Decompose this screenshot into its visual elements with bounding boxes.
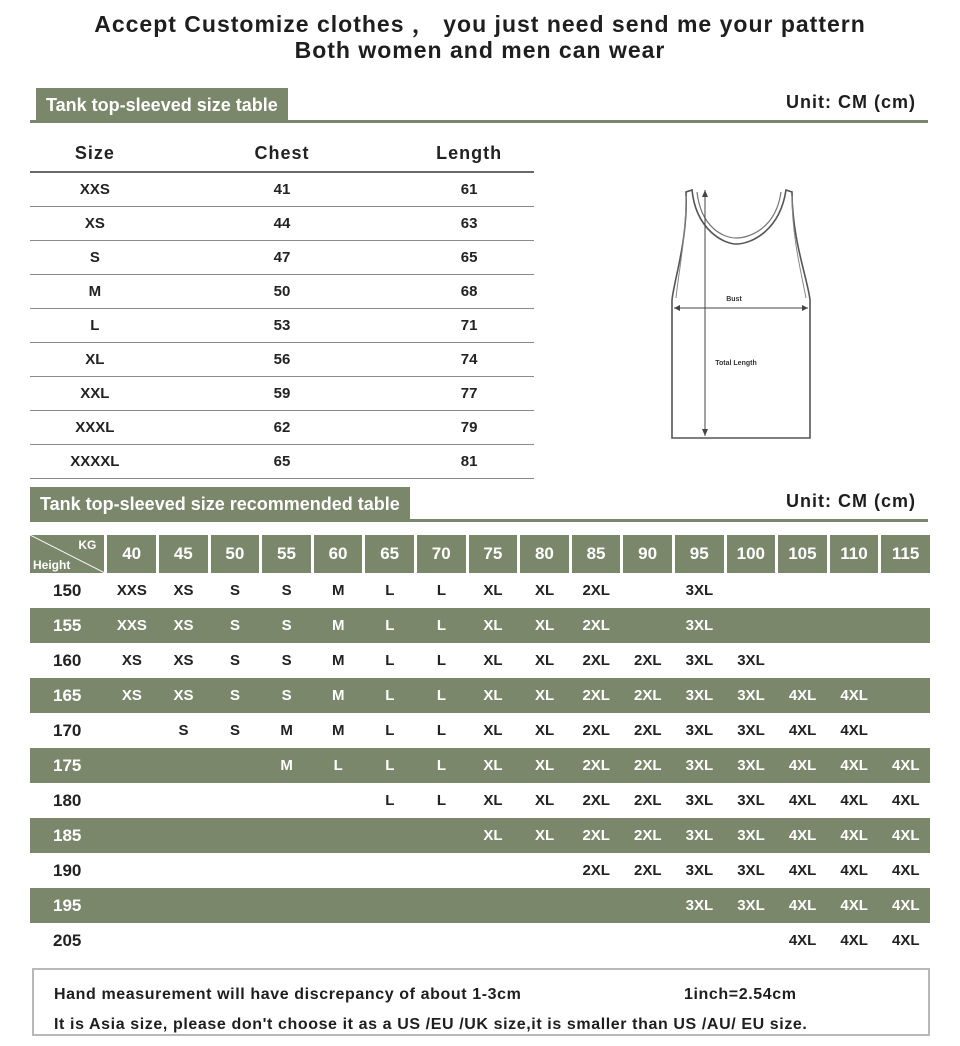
weight-header-cell: 110 (830, 535, 879, 573)
recommended-size-cell: XL (535, 757, 555, 774)
recommended-size-cell: 4XL (788, 687, 817, 704)
recommended-table-divider (30, 519, 928, 522)
chest-cell: 59 (273, 385, 291, 402)
recommended-size-cell: S (230, 687, 241, 704)
height-cell: 165 (53, 685, 82, 705)
recommended-size-cell: 4XL (840, 897, 868, 914)
column-header-length: Length (436, 143, 503, 163)
size-table-row (30, 377, 534, 411)
recommended-size-cell: XL (483, 582, 503, 599)
weight-header-cell: 115 (881, 535, 930, 573)
recommended-size-cell: 4XL (840, 722, 868, 739)
recommended-size-cell: L (436, 792, 446, 809)
length-cell: 81 (460, 453, 478, 470)
recommended-size-cell: 3XL (685, 792, 714, 809)
recommended-size-cell: 2XL (582, 827, 610, 844)
height-cell: 155 (53, 615, 82, 635)
length-arrow-top-head (702, 190, 708, 197)
recommended-size-cell: L (436, 617, 446, 634)
bust-label: Bust (726, 296, 742, 303)
recommended-size-cell: XL (483, 757, 503, 774)
chest-cell: 50 (273, 283, 291, 300)
recommended-size-cell: 2XL (582, 757, 610, 774)
recommended-size-cell: S (178, 722, 189, 739)
recommended-size-cell: M (280, 722, 293, 739)
recommended-size-cell: 3XL (737, 862, 765, 879)
size-table-divider (30, 120, 928, 123)
recommended-size-cell: L (385, 687, 395, 704)
recommended-size-cell: 4XL (840, 792, 868, 809)
length-cell: 65 (460, 249, 478, 266)
recommended-size-cell: 4XL (788, 862, 817, 879)
recommended-size-cell: 2XL (582, 652, 610, 669)
height-cell: 190 (53, 860, 82, 880)
recommended-size-cell: XL (483, 687, 503, 704)
recommended-size-cell: 4XL (892, 897, 920, 914)
weight-header-cell: 100 (727, 535, 776, 573)
recommended-size-cell: XL (535, 827, 555, 844)
recommended-size-cell: M (280, 757, 293, 774)
recommended-size-cell: 4XL (892, 827, 920, 844)
recommended-size-cell: 3XL (685, 617, 714, 634)
height-cell: 205 (53, 930, 82, 950)
recommended-row (30, 608, 930, 643)
recommended-size-cell: L (436, 722, 446, 739)
height-cell: 170 (53, 720, 82, 740)
recommended-size-cell: 3XL (685, 897, 714, 914)
chest-cell: 41 (273, 181, 291, 198)
recommended-size-cell: 2XL (582, 582, 610, 599)
chest-cell: 47 (273, 249, 291, 266)
recommended-size-cell: 3XL (737, 897, 765, 914)
recommended-row (30, 818, 930, 853)
size-table-row (30, 241, 534, 275)
recommended-size-cell: 3XL (737, 827, 765, 844)
recommended-size-cell: XL (535, 652, 555, 669)
chest-cell: 65 (273, 453, 291, 470)
recommended-size-cell: 4XL (840, 932, 868, 949)
height-cell: 185 (53, 825, 82, 845)
recommended-size-cell: 2XL (634, 757, 662, 774)
recommended-size-cell: 4XL (788, 897, 817, 914)
weight-header-cell: 50 (211, 535, 260, 573)
height-cell: 150 (53, 580, 82, 600)
recommended-size-cell: 3XL (685, 862, 714, 879)
recommended-size-cell: 4XL (788, 722, 817, 739)
size-cell: XL (85, 351, 105, 368)
size-table-row (30, 343, 534, 377)
recommended-size-cell: 4XL (788, 757, 817, 774)
size-cell: S (89, 249, 100, 266)
recommended-size-cell: XL (483, 792, 503, 809)
length-cell: 77 (460, 385, 478, 402)
recommended-size-cell: XL (535, 582, 555, 599)
recommended-row (30, 888, 930, 923)
weight-header-cell: 95 (675, 535, 724, 573)
size-table (30, 136, 534, 479)
length-label: Total Length (715, 360, 757, 367)
recommended-row (30, 853, 930, 888)
size-cell: XXL (80, 385, 110, 402)
length-cell: 71 (460, 317, 478, 334)
recommended-size-cell: S (281, 617, 292, 634)
height-cell: 160 (53, 650, 82, 670)
notes-box (32, 968, 930, 1036)
recommended-size-cell: L (385, 652, 395, 669)
recommended-size-cell: 2XL (582, 722, 610, 739)
recommended-size-cell: XS (173, 582, 194, 599)
recommended-size-cell: L (436, 652, 446, 669)
length-cell: 68 (460, 283, 478, 300)
recommended-size-cell: M (331, 617, 345, 634)
height-weight-corner (30, 535, 104, 573)
chest-cell: 56 (273, 351, 291, 368)
length-cell: 61 (460, 181, 478, 198)
recommended-size-cell: L (385, 582, 395, 599)
recommended-size-cell: 2XL (634, 687, 662, 704)
recommended-size-cell: 4XL (788, 792, 817, 809)
recommended-size-cell: 4XL (892, 792, 920, 809)
recommended-size-cell: M (331, 722, 345, 739)
weight-header-cell: 45 (159, 535, 208, 573)
corner-height-label: Height (33, 558, 71, 572)
column-header-size: Size (74, 143, 115, 163)
length-cell: 79 (460, 419, 478, 436)
recommended-size-cell: 2XL (634, 652, 662, 669)
recommended-size-cell: XXS (116, 582, 147, 599)
recommended-size-cell: 4XL (840, 862, 868, 879)
recommended-row (30, 713, 930, 748)
recommended-size-cell: L (385, 722, 395, 739)
recommended-size-cell: 3XL (737, 687, 765, 704)
recommended-size-cell: L (333, 757, 343, 774)
recommended-size-cell: S (281, 687, 292, 704)
recommended-size-cell: 3XL (685, 687, 714, 704)
recommended-size-cell: XL (483, 827, 503, 844)
recommended-size-cell: 4XL (840, 687, 868, 704)
recommended-size-cell: 3XL (685, 757, 714, 774)
recommended-size-cell: XL (483, 617, 503, 634)
recommended-size-cell: L (385, 617, 395, 634)
recommended-table (30, 535, 930, 958)
recommended-size-cell: 3XL (685, 652, 714, 669)
weight-header-cell: 80 (520, 535, 569, 573)
recommended-size-cell: M (331, 652, 345, 669)
recommended-row (30, 748, 930, 783)
recommended-size-cell: S (230, 722, 241, 739)
weight-header-cell: 105 (778, 535, 827, 573)
recommended-size-cell: 3XL (685, 827, 714, 844)
chest-cell: 44 (273, 215, 291, 232)
recommended-size-cell: XL (535, 687, 555, 704)
recommended-table-title: Tank top-sleeved size recommended table (30, 487, 410, 521)
weight-header-cell: 65 (365, 535, 414, 573)
size-table-row (30, 411, 534, 445)
corner-kg-label: KG (78, 538, 97, 552)
recommended-size-cell: 4XL (892, 862, 920, 879)
recommended-size-cell: 3XL (737, 652, 765, 669)
size-cell: M (88, 283, 102, 300)
recommended-size-cell: 4XL (788, 827, 817, 844)
recommended-row (30, 923, 930, 958)
size-cell: XXXXL (70, 453, 120, 470)
size-cell: XS (84, 215, 105, 232)
chest-cell: 62 (273, 419, 291, 436)
weight-header-cell: 40 (107, 535, 156, 573)
weight-header-cell: 90 (623, 535, 672, 573)
recommended-size-cell: 2XL (582, 687, 610, 704)
height-cell: 180 (53, 790, 82, 810)
recommended-size-cell: 2XL (634, 722, 662, 739)
recommended-size-cell: XXS (116, 617, 147, 634)
size-table-row (30, 275, 534, 309)
recommended-size-cell: 3XL (737, 792, 765, 809)
recommended-size-cell: 4XL (788, 932, 817, 949)
recommended-size-cell: 4XL (892, 932, 920, 949)
recommended-size-cell: XS (173, 652, 194, 669)
recommended-size-cell: 3XL (685, 722, 714, 739)
recommended-row (30, 678, 930, 713)
recommended-size-cell: M (331, 582, 345, 599)
recommended-size-cell: L (385, 792, 395, 809)
size-table-row (30, 309, 534, 343)
height-cell: 195 (53, 895, 82, 915)
size-table-row (30, 173, 534, 207)
weight-header-cell: 85 (572, 535, 621, 573)
recommended-size-cell: 4XL (840, 757, 868, 774)
recommended-size-cell: S (230, 617, 241, 634)
recommended-size-cell: 2XL (582, 792, 610, 809)
weight-header-cell: 70 (417, 535, 466, 573)
recommended-row (30, 643, 930, 678)
height-cell: 175 (53, 755, 82, 775)
size-table-unit: Unit: CM (cm) (786, 92, 916, 112)
weight-header-cell: 55 (262, 535, 311, 573)
size-table-header (30, 136, 534, 173)
recommended-size-cell: 2XL (582, 617, 610, 634)
recommended-size-cell: L (436, 757, 446, 774)
recommended-size-cell: M (331, 687, 345, 704)
recommended-size-cell: 4XL (840, 827, 868, 844)
recommended-row (30, 783, 930, 818)
recommended-size-cell: 3XL (737, 722, 765, 739)
chest-cell: 53 (273, 317, 291, 334)
recommended-size-cell: 3XL (737, 757, 765, 774)
tank-top-diagram (660, 180, 820, 450)
size-cell: XXXL (75, 419, 115, 436)
tank-top-outline (672, 190, 810, 438)
recommended-size-cell: 3XL (685, 582, 714, 599)
recommended-size-cell: XS (121, 687, 142, 704)
recommended-size-cell: 2XL (634, 827, 662, 844)
size-cell: L (90, 317, 100, 334)
column-header-chest: Chest (254, 143, 310, 163)
recommended-size-cell: XL (535, 792, 555, 809)
recommended-size-cell: XL (483, 722, 503, 739)
recommended-table-unit: Unit: CM (cm) (786, 491, 916, 511)
recommended-size-cell: S (230, 652, 241, 669)
weight-header-cell: 60 (314, 535, 363, 573)
recommended-size-cell: 2XL (582, 862, 610, 879)
size-table-row (30, 207, 534, 241)
recommended-table-header (30, 535, 930, 573)
size-cell: XXS (79, 181, 110, 198)
recommended-size-cell: 2XL (634, 792, 662, 809)
recommended-size-cell: S (281, 582, 292, 599)
recommended-size-cell: XL (483, 652, 503, 669)
recommended-size-cell: 4XL (892, 757, 920, 774)
recommended-size-cell: L (436, 582, 446, 599)
recommended-size-cell: XL (535, 617, 555, 634)
length-cell: 74 (460, 351, 478, 368)
recommended-size-cell: XS (173, 617, 194, 634)
recommended-size-cell: XL (535, 722, 555, 739)
header-line-2: Both women and men can wear (294, 37, 666, 63)
size-table-row (30, 445, 534, 479)
note-discrepancy: Hand measurement will have discrepancy of about 1-3cm (54, 986, 522, 1003)
recommended-size-cell: S (281, 652, 292, 669)
recommended-size-cell: 2XL (634, 862, 662, 879)
weight-header-cell: 75 (469, 535, 518, 573)
recommended-size-cell: XS (121, 652, 142, 669)
recommended-size-cell: XS (173, 687, 194, 704)
note-asia-size: It is Asia size, please don't choose it as a US /EU /UK size,it is smaller than US /AU/ EU size. (54, 1016, 808, 1033)
header-line-1: Accept Customize clothes ， you just need send me your pattern (94, 11, 866, 37)
size-table-title: Tank top-sleeved size table (36, 88, 288, 122)
length-cell: 63 (460, 215, 478, 232)
recommended-size-cell: S (230, 582, 241, 599)
note-inch-conversion: 1inch=2.54cm (684, 986, 797, 1003)
recommended-row (30, 573, 930, 608)
recommended-size-cell: L (385, 757, 395, 774)
recommended-size-cell: L (436, 687, 446, 704)
